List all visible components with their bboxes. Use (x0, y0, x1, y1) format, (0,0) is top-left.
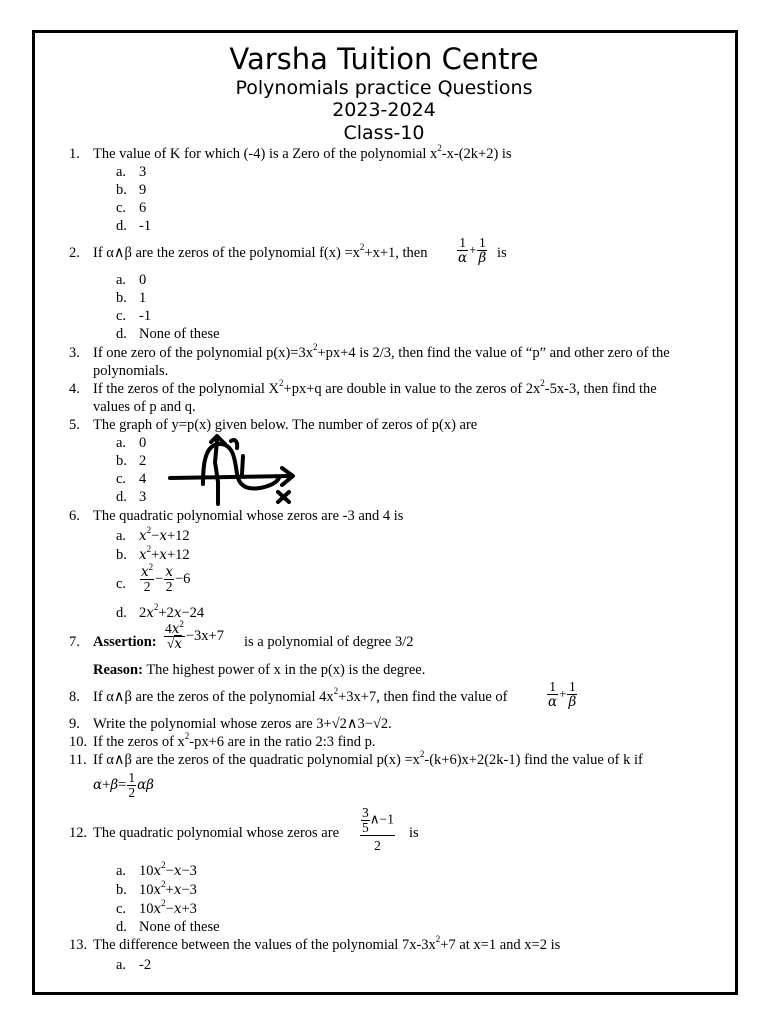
option-label: b. (116, 882, 127, 898)
question-text: If α∧β are the zeros of the polynomial $4x^2+3x+7$, then find the value of (93, 686, 508, 705)
option-text: 0 (139, 272, 147, 288)
class-label: Class-10 (343, 122, 425, 144)
option-label: d. (116, 919, 127, 935)
question-text-continued: polynomials. (93, 363, 169, 379)
option-d-expression: $2x^2+2x-24$ (139, 602, 205, 621)
page-title: Varsha Tuition Centre (229, 42, 539, 76)
question-number: 7. (69, 634, 80, 650)
option-text: 9 (139, 182, 147, 198)
option-label: a. (116, 272, 127, 288)
question-tail: is (497, 245, 507, 261)
option-text: 6 (139, 200, 147, 216)
question-number: 6. (69, 508, 80, 524)
academic-year: 2023-2024 (332, 99, 436, 121)
option-a-expression: $x^2-x+12$ (139, 525, 190, 544)
fraction-1-over-alpha-plus-1-over-beta: $\frac{1}{\alpha}$ + $\frac{1}{\beta}$ (458, 235, 487, 266)
question-text: If α∧β are the zeros of the quadratic polynomial $p(x) =x^2-(k+6)x+2(2k-1)$ find the value of k if (93, 749, 643, 768)
question-number: 5. (69, 417, 80, 433)
option-b-expression: $x^2+x+12$ (139, 544, 190, 563)
reason-line: Reason: The highest power of x in the p(x) is the degree. (93, 662, 426, 678)
option-label: d. (116, 489, 127, 505)
option-text: 0 (139, 435, 147, 451)
option-label: a. (116, 863, 127, 879)
question-number: 12. (69, 825, 88, 841)
page-subtitle: Polynomials practice Questions (235, 77, 533, 99)
option-text: -1 (139, 218, 152, 234)
question-text: The quadratic polynomial whose zeros are -3 and 4 is (93, 508, 404, 524)
question-number: 13. (69, 937, 88, 953)
question-text: If α∧β are the zeros of the polynomial $f(x) =x^2+x+1$, then (93, 242, 428, 261)
option-label: b. (116, 290, 127, 306)
question-text: The value of K for which (-4) is a Zero of the polynomial $x^2-x-(2k+2)$ is (93, 143, 512, 162)
option-text: 3 (139, 164, 147, 180)
option-label: c. (116, 901, 127, 917)
option-text: -2 (139, 957, 152, 973)
question-text: The quadratic polynomial whose zeros are (93, 825, 340, 841)
question-tail: is (409, 825, 419, 841)
question-text: If the zeros of the polynomial $X^2+px+q$ are double in value to the zeros of $2x^2-5x-3$, then find the (93, 378, 657, 397)
option-b-expression: $10x^2+x-3$ (139, 879, 197, 898)
question-number: 11. (69, 752, 87, 768)
option-label: c. (116, 576, 127, 592)
question-text: If the zeros of $x^2-px+6$ are in the ratio 2:3 find p. (93, 731, 376, 750)
option-text: 3 (139, 489, 147, 505)
option-label: a. (116, 435, 127, 451)
option-label: a. (116, 528, 127, 544)
option-text: 1 (139, 290, 147, 306)
question-text-continued: values of p and q. (93, 399, 196, 415)
question-number: 2. (69, 245, 80, 261)
option-text: None of these (139, 919, 220, 935)
fraction-1-over-alpha-plus-1-over-beta: $\frac{1}{\alpha}$ + $\frac{1}{\beta}$ (548, 679, 577, 710)
assertion-expression: $\frac{4x^2}{√x}$ −3x+7 (165, 618, 224, 652)
condition-expression: α+β= $\frac{1}{2}$ αβ (93, 770, 154, 800)
option-text: -1 (139, 308, 152, 324)
assertion-text: is a polynomial of degree 3/2 (244, 634, 414, 650)
option-label: a. (116, 957, 127, 973)
option-c-expression: $10x^2-x+3$ (139, 898, 197, 917)
option-label: b. (116, 182, 127, 198)
question-text: The difference between the values of the polynomial $7x-3x^2+7$ at x=1 and x=2 is (93, 934, 561, 953)
option-text: None of these (139, 326, 220, 342)
option-label: d. (116, 218, 127, 234)
question-number: 10. (69, 734, 88, 750)
question-text: If one zero of the polynomial $p(x)=3x^2+px+4$ is 2/3, then find the value of “p” and other zero of the (93, 342, 670, 361)
zeros-expression: $\frac{3}{5}$ ∧−1 2 (362, 805, 394, 853)
question-text: The graph of y=p(x) given below. The number of zeros of p(x) are (93, 417, 478, 433)
option-label: c. (116, 200, 127, 216)
option-label: b. (116, 547, 127, 563)
question-number: 1. (69, 146, 80, 162)
option-label: c. (116, 471, 127, 487)
hand-drawn-graph (165, 434, 300, 506)
option-label: c. (116, 308, 127, 324)
question-number: 3. (69, 345, 80, 361)
assertion-label: Assertion: (93, 634, 157, 650)
option-label: b. (116, 453, 127, 469)
option-label: d. (116, 605, 127, 621)
question-number: 4. (69, 381, 80, 397)
question-number: 8. (69, 689, 80, 705)
question-text: Write the polynomial whose zeros are 3+√2∧3−√2. (93, 716, 392, 732)
option-text: 4 (139, 471, 147, 487)
option-label: d. (116, 326, 127, 342)
option-text: 2 (139, 453, 147, 469)
option-c-expression: $\frac{x^2}{2}$ − $\frac{x}{2}$ −6 (141, 561, 191, 594)
question-number: 9. (69, 716, 80, 732)
option-a-expression: $10x^2-x-3$ (139, 860, 197, 879)
option-label: a. (116, 164, 127, 180)
